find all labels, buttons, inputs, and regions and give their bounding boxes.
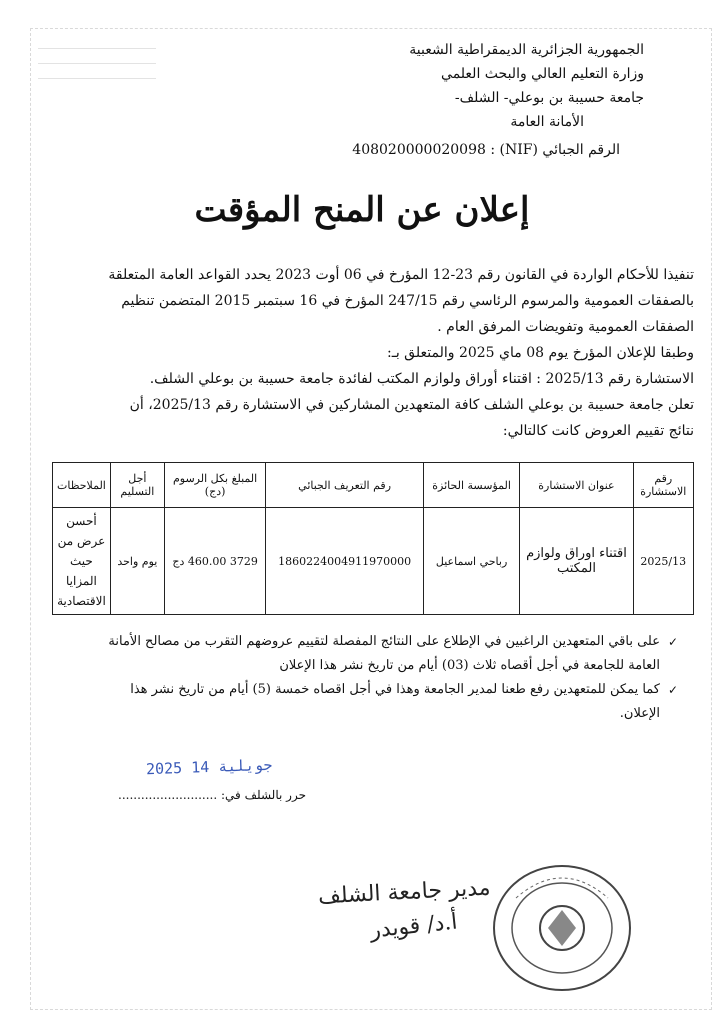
- table-row: [53, 508, 694, 615]
- table-header-row: [53, 463, 694, 508]
- cell-amount: 3729 460.00 دج: [164, 508, 266, 615]
- ministry-name: وزارة التعليم العالي والبحث العلمي: [441, 66, 644, 82]
- date-stamp: 2025 جويلية 14: [145, 755, 273, 779]
- cell-delivery-period: يوم واحد: [110, 508, 164, 615]
- cell-consultation-number: 2025/13: [633, 508, 693, 615]
- checkmark-icon: ✓: [667, 683, 678, 697]
- header-awarded-company: المؤسسة الحائزة: [423, 463, 520, 508]
- nif-label: الرقم الجبائي (NIF) :: [490, 142, 620, 158]
- list-item: [100, 678, 678, 726]
- header-amount: المبلغ بكل الرسوم (دج): [164, 463, 266, 508]
- announcement-reference: وطبقا للإعلان المؤرخ يوم 08 ماي 2025 والمتعلق بـ:: [387, 345, 694, 361]
- award-results-table: [52, 462, 694, 615]
- secretariat-name: الأمانة العامة: [510, 114, 584, 130]
- consultation-subject: الاستشارة رقم 2025/13 : اقتناء أوراق ولوازم المكتب لفائدة جامعة حسيبة بن بوعلي الشلف.: [149, 371, 694, 387]
- nif-value: 408020000020098: [352, 142, 486, 158]
- faint-registration-stamp: [38, 34, 156, 104]
- notice-text: كما يمكن للمتعهدين رفع طعنا لمدير الجامعة وهذا في أجل اقصاه خمسة (5) أيام من تاريخ نشر هذا الإعلان.: [130, 682, 660, 721]
- notice-text: على باقي المتعهدين الراغبين في الإطلاع على النتائج المفصلة لتقييم عروضهم التقرب من مصالح الأمانة العامة للجامعة في أجل أقصاه ثلاث (03) أيام من تاريخ نشر هذا الإعلان: [108, 634, 660, 673]
- issued-at-line: حرر بالشلف في: ..........................: [118, 788, 306, 802]
- header-tax-id: رقم التعريف الجبائي: [266, 463, 423, 508]
- university-seal-stamp: [486, 858, 638, 998]
- results-intro: تعلن جامعة حسيبة بن بوعلي الشلف كافة المتعهدين المشاركين في الاستشارة رقم 2025/13، أن نتائج تقييم العروض كانت كالتالي:: [129, 397, 694, 439]
- legal-reference-paragraph: تنفيذا للأحكام الواردة في القانون رقم 23-12 المؤرخ في 06 أوت 2023 يحدد القواعد العامة المتعلقة بالصفقات العمومية والمرسوم الرئاسي رقم 247/15 المؤرخ في 16 سبتمبر 2015 المتضمن تنظيم الصفقات العمومية وتفويضات المرفق العام .: [108, 267, 694, 335]
- list-item: [100, 630, 678, 678]
- header-consultation-number: رقم الاستشارة: [633, 463, 693, 508]
- university-name: جامعة حسيبة بن بوعلي- الشلف-: [454, 90, 644, 106]
- header-notes: الملاحظات: [53, 463, 111, 508]
- notice-list: [100, 630, 678, 726]
- header-delivery-period: أجل التسليم: [110, 463, 164, 508]
- page-title: إعلان عن المنح المؤقت: [194, 190, 530, 230]
- director-signoff: مدير جامعة الشلف: [317, 875, 492, 910]
- checkmark-icon: ✓: [667, 635, 678, 649]
- announcement-body: [100, 262, 694, 444]
- cell-tax-id: 1860224004911970000: [266, 508, 423, 615]
- cell-consultation-title: اقتناء اوراق ولوازم المكتب: [520, 508, 633, 615]
- nif-line: [224, 138, 644, 162]
- republic-name: الجمهورية الجزائرية الديمقراطية الشعبية: [409, 42, 644, 58]
- cell-notes: أحسن عرض من حيث المزايا الاقتصادية: [53, 508, 111, 615]
- header-consultation-title: عنوان الاستشارة: [520, 463, 633, 508]
- director-signature: أ.د/ قويدر: [368, 909, 459, 944]
- letterhead: [224, 38, 644, 162]
- cell-awarded-company: رباحي اسماعيل: [423, 508, 520, 615]
